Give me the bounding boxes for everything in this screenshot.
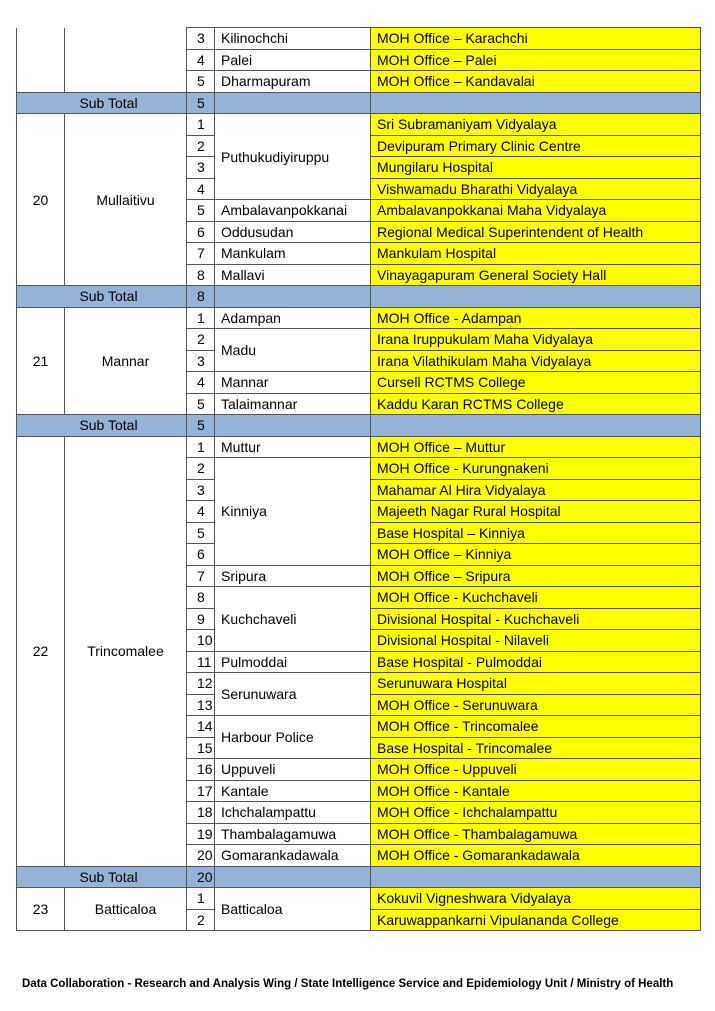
row-number: 7 [187,243,215,265]
moh-area: Kinniya [215,458,371,566]
moh-area: Mannar [215,372,371,394]
centre-name: Irana Vilathikulam Maha Vidyalaya [371,350,701,372]
centre-name: MOH Office - Ichchalampattu [371,802,701,824]
centre-name: Sri Subramaniyam Vidyalaya [371,114,701,136]
row-number: 5 [187,393,215,415]
district-number: 22 [17,436,65,866]
moh-area: Talaimannar [215,393,371,415]
row-number: 4 [187,49,215,71]
moh-area: Sripura [215,565,371,587]
table-row [17,436,701,458]
subtotal-count: 5 [187,92,215,114]
moh-area: Pulmoddai [215,651,371,673]
table-row [17,888,701,910]
centre-name: MOH Office - Kantale [371,780,701,802]
subtotal-empty-cell [371,286,701,308]
subtotal-empty-cell [371,866,701,888]
centre-name: Divisional Hospital - Nilaveli [371,630,701,652]
centre-name: MOH Office - Serunuwara [371,694,701,716]
centre-name: MOH Office – Sripura [371,565,701,587]
row-number: 1 [187,888,215,910]
moh-area: Kantale [215,780,371,802]
moh-area: Adampan [215,307,371,329]
subtotal-row [17,286,701,308]
row-number: 6 [187,221,215,243]
moh-area: Mallavi [215,264,371,286]
row-number: 6 [187,544,215,566]
row-number: 3 [187,157,215,179]
moh-area: Harbour Police [215,716,371,759]
centre-name: MOH Office – Muttur [371,436,701,458]
row-number: 12 [187,673,215,695]
moh-area: Uppuveli [215,759,371,781]
centre-name: Devipuram Primary Clinic Centre [371,135,701,157]
centre-name: Irana Iruppukulam Maha Vidyalaya [371,329,701,351]
row-number: 9 [187,608,215,630]
row-number: 3 [187,28,215,50]
table-row [17,28,701,50]
district-name: Mullaitivu [65,114,187,286]
centre-name: Ambalavanpokkanai Maha Vidyalaya [371,200,701,222]
row-number: 20 [187,845,215,867]
moh-area: Oddusudan [215,221,371,243]
subtotal-row [17,415,701,437]
row-number: 18 [187,802,215,824]
moh-area: Dharmapuram [215,71,371,93]
row-number: 4 [187,372,215,394]
centre-name: MOH Office - Uppuveli [371,759,701,781]
subtotal-label: Sub Total [17,92,187,114]
centre-name: MOH Office - Adampan [371,307,701,329]
centre-name: MOH Office – Kinniya [371,544,701,566]
subtotal-empty-cell [371,92,701,114]
table-row [17,114,701,136]
subtotal-count: 5 [187,415,215,437]
subtotal-empty-cell [215,286,371,308]
centre-name: Serunuwara Hospital [371,673,701,695]
table-row [17,307,701,329]
centre-name: MOH Office – Kandavalai [371,71,701,93]
centre-name: MOH Office – Karachchi [371,28,701,50]
centre-name: Cursell RCTMS College [371,372,701,394]
row-number: 2 [187,458,215,480]
row-number: 2 [187,329,215,351]
footer-credit: Data Collaboration - Research and Analysis Wing / State Intelligence Service and Epidemiology Unit / Ministry of Health [22,978,674,990]
centre-name: MOH Office - Trincomalee [371,716,701,738]
moh-area: Palei [215,49,371,71]
row-number: 7 [187,565,215,587]
centre-name: Majeeth Nagar Rural Hospital [371,501,701,523]
row-number: 3 [187,350,215,372]
vaccination-centres-table [16,27,701,931]
subtotal-empty-cell [215,92,371,114]
row-number: 4 [187,178,215,200]
district-name: Mannar [65,307,187,415]
centre-name: MOH Office – Palei [371,49,701,71]
centre-name: Mungilaru Hospital [371,157,701,179]
row-number: 14 [187,716,215,738]
moh-area: Thambalagamuwa [215,823,371,845]
centre-name: Regional Medical Superintendent of Health [371,221,701,243]
centre-name: Mankulam Hospital [371,243,701,265]
moh-area: Kuchchaveli [215,587,371,652]
row-number: 19 [187,823,215,845]
district-number: 20 [17,114,65,286]
district-number: 23 [17,888,65,931]
row-number: 1 [187,436,215,458]
centre-name: MOH Office - Gomarankadawala [371,845,701,867]
centre-name: Vishwamadu Bharathi Vidyalaya [371,178,701,200]
row-number: 16 [187,759,215,781]
centre-name: Base Hospital - Trincomalee [371,737,701,759]
subtotal-count: 20 [187,866,215,888]
row-number: 5 [187,200,215,222]
district-name: Trincomalee [65,436,187,866]
district-number [17,28,65,93]
row-number: 3 [187,479,215,501]
row-number: 10 [187,630,215,652]
centre-name: MOH Office - Kurungnakeni [371,458,701,480]
subtotal-empty-cell [215,415,371,437]
subtotal-empty-cell [215,866,371,888]
row-number: 11 [187,651,215,673]
centre-name: Kaddu Karan RCTMS College [371,393,701,415]
moh-area: Gomarankadawala [215,845,371,867]
centre-name: MOH Office - Kuchchaveli [371,587,701,609]
moh-area: Batticaloa [215,888,371,931]
subtotal-label: Sub Total [17,415,187,437]
subtotal-empty-cell [371,415,701,437]
centre-name: Base Hospital – Kinniya [371,522,701,544]
row-number: 2 [187,909,215,931]
centre-name: MOH Office - Thambalagamuwa [371,823,701,845]
row-number: 1 [187,114,215,136]
centre-name: Base Hospital - Pulmoddai [371,651,701,673]
centre-name: Kokuvil Vigneshwara Vidyalaya [371,888,701,910]
row-number: 8 [187,264,215,286]
district-name: Batticaloa [65,888,187,931]
row-number: 5 [187,522,215,544]
centre-name: Karuwappankarni Vipulananda College [371,909,701,931]
moh-area: Ichchalampattu [215,802,371,824]
moh-area: Mankulam [215,243,371,265]
centre-name: Divisional Hospital - Kuchchaveli [371,608,701,630]
row-number: 13 [187,694,215,716]
row-number: 2 [187,135,215,157]
row-number: 8 [187,587,215,609]
moh-area: Madu [215,329,371,372]
subtotal-count: 8 [187,286,215,308]
centre-name: Mahamar Al Hira Vidyalaya [371,479,701,501]
subtotal-row [17,866,701,888]
row-number: 5 [187,71,215,93]
subtotal-row [17,92,701,114]
moh-area: Kilinochchi [215,28,371,50]
centre-name: Vinayagapuram General Society Hall [371,264,701,286]
moh-area: Ambalavanpokkanai [215,200,371,222]
subtotal-label: Sub Total [17,866,187,888]
subtotal-label: Sub Total [17,286,187,308]
table-body [17,28,701,931]
district-number: 21 [17,307,65,415]
row-number: 4 [187,501,215,523]
district-name [65,28,187,93]
moh-area: Serunuwara [215,673,371,716]
moh-area: Puthukudiyiruppu [215,114,371,200]
row-number: 15 [187,737,215,759]
row-number: 17 [187,780,215,802]
moh-area: Muttur [215,436,371,458]
row-number: 1 [187,307,215,329]
